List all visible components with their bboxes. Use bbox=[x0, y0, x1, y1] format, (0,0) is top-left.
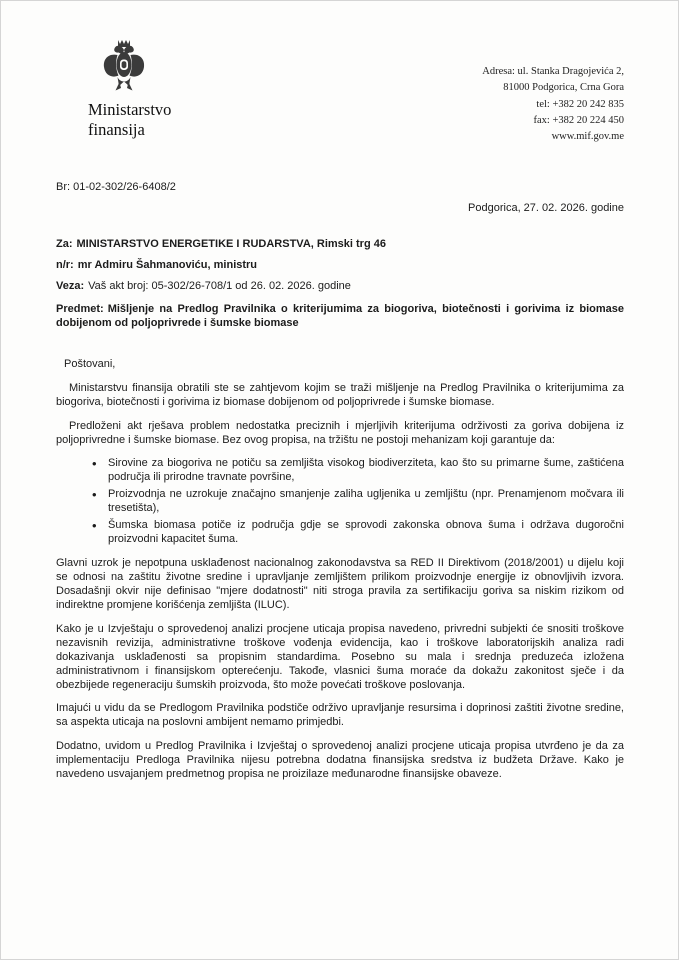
paragraph-opinion: Imajući u vidu da se Predlogom Pravilnika podstiče održivo upravljanje resursima i doprinosi zaštiti životne sredine, sa aspekta uticaja na poslovni ambijent nemamo primjedbi. bbox=[56, 702, 624, 729]
address-line-street: Adresa: ul. Stanka Dragojevića 2, bbox=[482, 66, 624, 77]
criteria-list bbox=[56, 457, 624, 547]
list-item: • Šumska biomasa potiče iz područja gdje se sprovodi zakonska obnova šuma i održava dugoročni proizvodni kapacitet šuma. bbox=[90, 519, 624, 547]
subject-value: Mišljenje na Predlog Pravilnika o kriterijumima za biogoriva, biotečnosti i gorivima iz biomase dobijenom od poljoprivrede i šumske biomase bbox=[56, 303, 624, 330]
list-item: • Proizvodnja ne uzrokuje značajno smanjenje zaliha ugljenika u zemljištu (npr. Prenamjenom močvara ili tresetišta), bbox=[90, 488, 624, 516]
paragraph-intro: Ministarstvu finansija obratili ste se zahtjevom kojim se traži mišljenje na Predlog Pravilnika o kriterijumima za biogoriva, biotečnosti i gorivima iz biomase dobijenom od poljoprivrede i šumske biomase. bbox=[56, 382, 624, 409]
reference-number: Br: 01-02-302/26-6408/2 bbox=[56, 181, 176, 194]
ministry-brand bbox=[88, 37, 171, 140]
contact-block bbox=[482, 64, 624, 145]
related-act-label: Veza: bbox=[56, 280, 85, 293]
attention-line bbox=[56, 259, 624, 273]
meta-block bbox=[56, 238, 624, 331]
letterhead bbox=[56, 37, 624, 145]
recipient-value: MINISTARSTVO ENERGETIKE I RUDARSTVA, Rimski trg 46 bbox=[76, 238, 386, 251]
website-line: www.mif.gov.me bbox=[551, 131, 624, 143]
coat-of-arms-icon bbox=[102, 37, 146, 95]
paragraph-problem: Predloženi akt rješava problem nedostatka preciznih i mjerljivih kriterijuma održivosti za goriva dobijena iz poljoprivredne i šumske biomase. Bez ovog propisa, na tržištu ne postoji mehanizam koji garantuje da: bbox=[56, 420, 624, 446]
paragraph-budget: Dodatno, uvidom u Predlog Pravilnika i Izvještaj o sprovedenoj analizi procjene uticaja propisa utvrđeno je da za implementaciju Predloga Pravilnika nijesu potrebna dodatna finansijska sredstva iz budžeta Države. Kako je navedeno usvajanjem predmetnog propisa ne proizilaze međunarodne finansijske obaveze. bbox=[56, 740, 624, 781]
ministry-name bbox=[88, 100, 171, 140]
paragraph-cause: Glavni uzrok je nepotpuna usklađenost nacionalnog zakonodavstva sa RED II Direktivom (2018/2001) u dijelu koji se odnosi na zaštitu životne sredine i upravljanje zemljištem prilikom proizvodnje energije iz obnovljivih izvora. Dosadašnji okvir nije definisao "mjere dodatnosti" niti stroga pravila za sertifikaciju goriva sa niskim rizikom od indirektne promjene korišćenja zemljišta (ILUC). bbox=[56, 556, 624, 611]
subject-line bbox=[56, 303, 624, 331]
paragraph-costs: Kako je u Izvještaju o sprovedenoj analizi procjene uticaja propisa navedeno, privredni subjekti će snositi troškove nezavisnih revizija, administrativne troškove vođenja evidencija, kao i troškove laboratorijskih analiza radi dokazivanja usklađenosti sa propisnim standardima. Posebno su mala i srednja preduzeća izložena administrativnom i finansijskom opterećenju. Takođe, vlasnici šuma moraće da dokažu zakonitost sječe i da obezbijede regeneraciju šumskih proizvoda, što može povećati troškove poslovanja. bbox=[56, 622, 624, 691]
related-act-line bbox=[56, 280, 624, 294]
fax-line: fax: +382 20 224 450 bbox=[533, 114, 624, 126]
related-act-value: Vaš akt broj: 05-302/26-708/1 od 26. 02. 2026. godine bbox=[88, 280, 351, 293]
attention-value: mr Admiru Šahmanoviću, ministru bbox=[77, 259, 258, 272]
place-date: Podgorica, 27. 02. 2026. godine bbox=[468, 202, 624, 215]
ministry-name-line1: Ministarstvo bbox=[88, 100, 172, 119]
subject-label: Predmet: bbox=[56, 303, 104, 316]
salutation: Poštovani, bbox=[64, 358, 116, 371]
list-item: • Sirovine za biogoriva ne potiču sa zemljišta visokog biodiverziteta, kao što su primarne šume, zaštićena područja ili prirodne travnate površine, bbox=[90, 457, 624, 485]
attention-label: n/r: bbox=[56, 259, 74, 272]
recipient-line bbox=[56, 238, 624, 252]
address-line-city: 81000 Podgorica, Crna Gora bbox=[503, 82, 624, 94]
ministry-name-line2: finansija bbox=[88, 120, 145, 140]
recipient-label: Za: bbox=[56, 238, 73, 251]
phone-line: tel: +382 20 242 835 bbox=[536, 98, 624, 110]
letter-body bbox=[56, 181, 624, 782]
